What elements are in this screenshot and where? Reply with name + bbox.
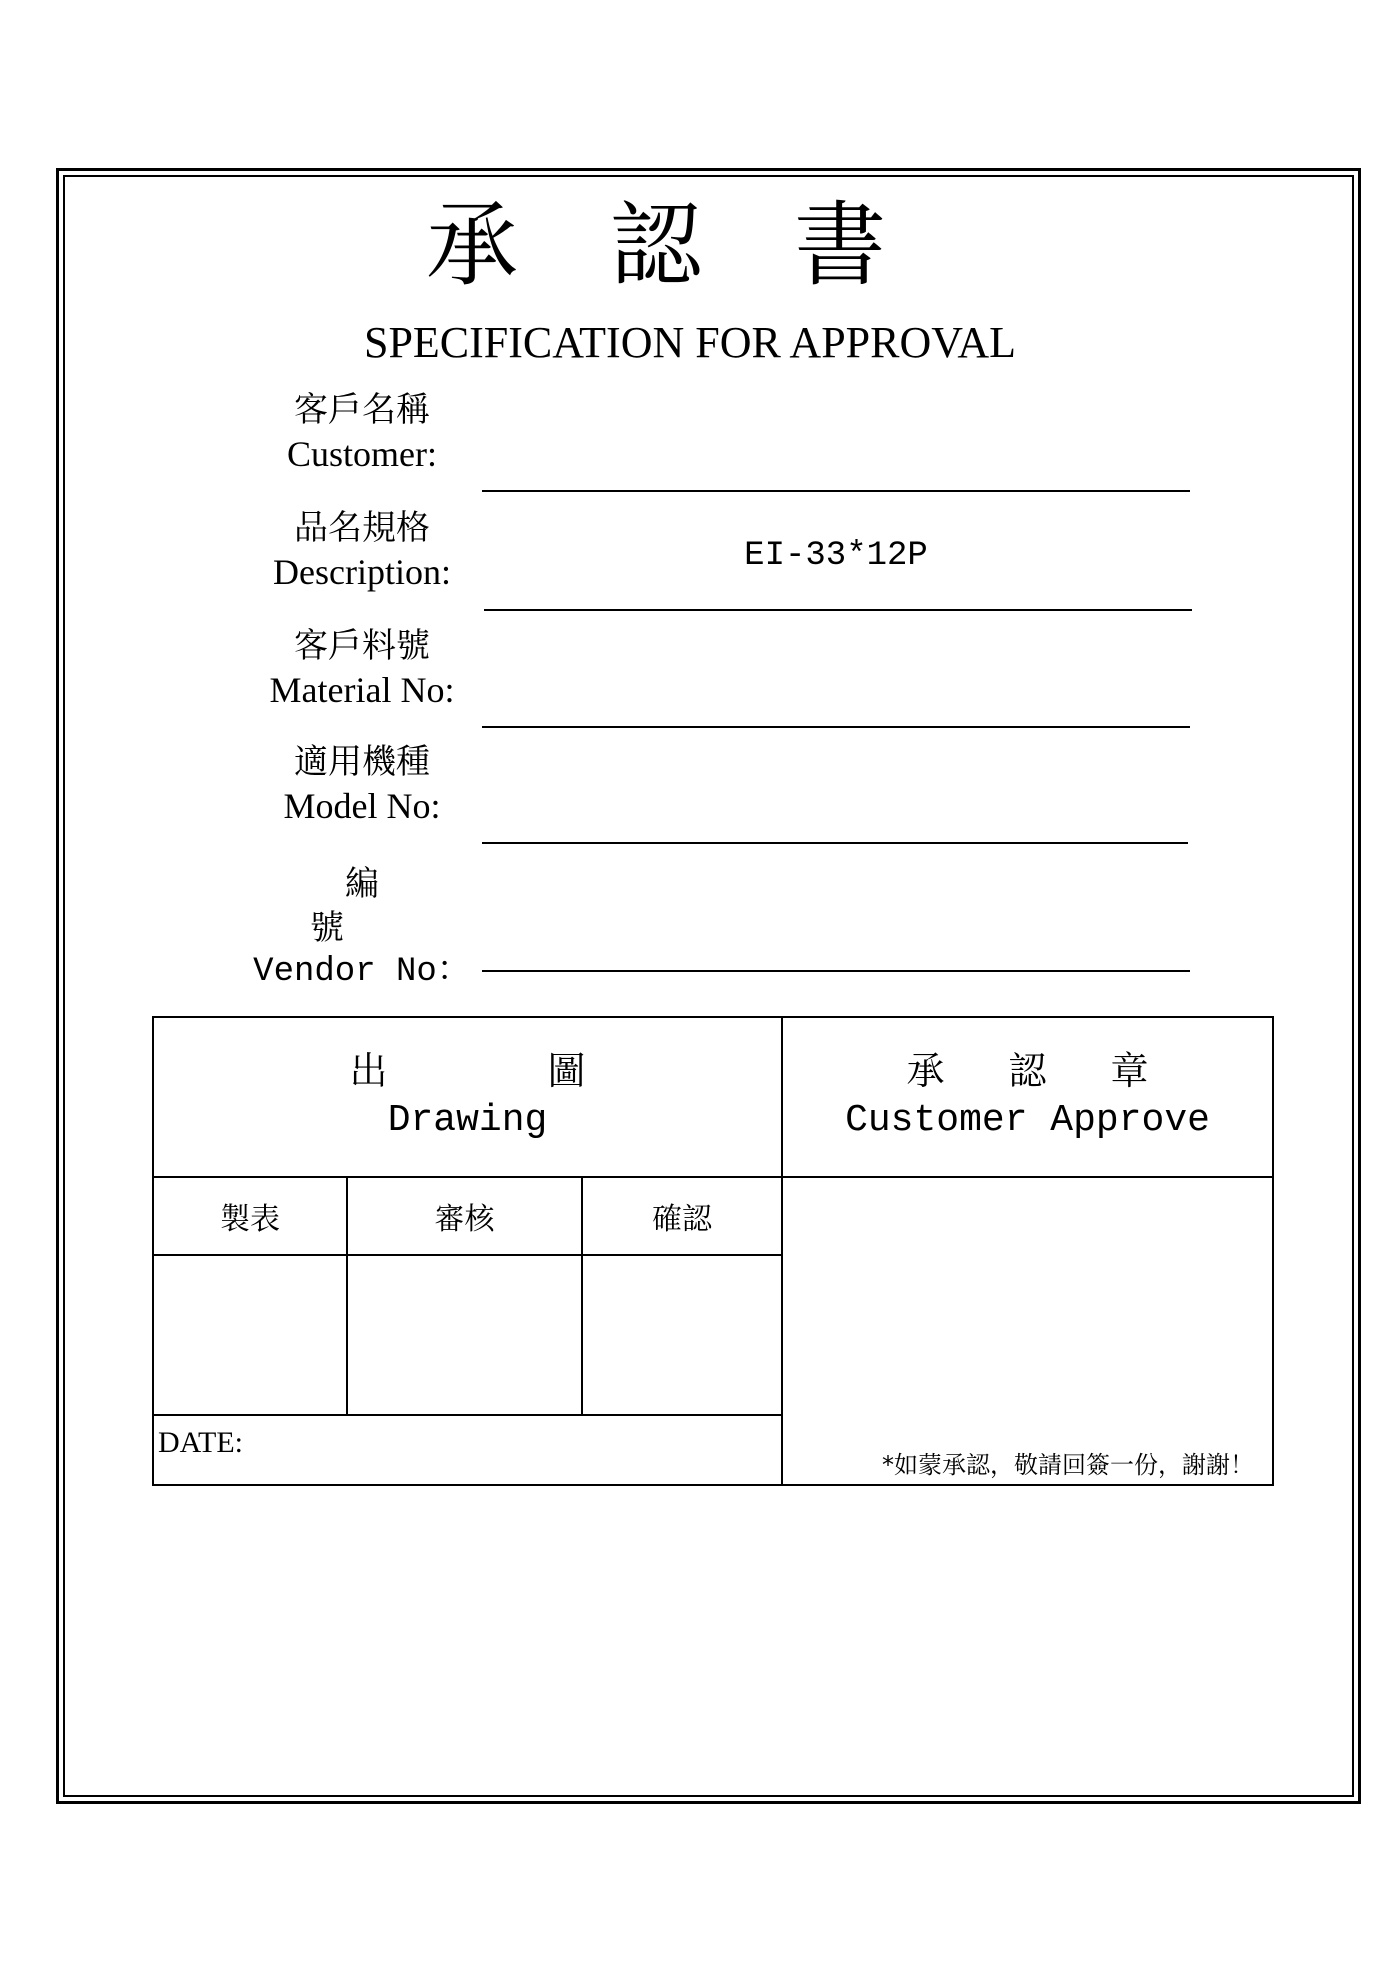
drawing-header-en: Drawing <box>387 1099 548 1142</box>
description-label-zh: 品名規格 <box>294 508 430 548</box>
return-signed-note: *如蒙承認，敬請回簽一份，謝謝！ <box>882 1451 1255 1479</box>
description-underline <box>484 609 1192 611</box>
confirmed-by-signature[interactable] <box>582 1255 782 1415</box>
model-no-label <box>232 740 492 828</box>
prepared-by-signature[interactable] <box>153 1255 347 1415</box>
description-label <box>232 506 492 594</box>
material-no-label-en: Material No: <box>269 670 455 710</box>
description-value[interactable]: EI-33*12P <box>744 537 928 575</box>
material-no-label-zh: 客戶料號 <box>294 626 430 666</box>
approval-table <box>152 1016 1274 1486</box>
document-title-english: SPECIFICATION FOR APPROVAL <box>363 318 1017 367</box>
material-no-underline <box>482 726 1190 728</box>
date-cell[interactable] <box>153 1415 782 1485</box>
drawing-header-cell <box>153 1017 782 1177</box>
customer-label-en: Customer: <box>287 434 437 474</box>
confirmed-by-label: 確認 <box>582 1177 782 1255</box>
model-no-underline <box>482 842 1188 844</box>
model-no-label-en: Model No: <box>283 786 441 826</box>
customer-label-zh: 客戶名稱 <box>294 390 430 430</box>
vendor-no-label-en: Vendor No： <box>253 953 471 991</box>
vendor-no-label <box>232 862 492 994</box>
customer-stamp-area[interactable] <box>782 1177 1273 1485</box>
description-label-en: Description: <box>273 552 451 592</box>
date-label: DATE: <box>158 1426 243 1459</box>
customer-approve-header-cell <box>782 1017 1273 1177</box>
prepared-by-label: 製表 <box>153 1177 347 1255</box>
customer-approve-header-zh: 承認章 <box>906 1049 1213 1093</box>
material-no-label <box>232 624 492 712</box>
drawing-header-zh: 出圖 <box>349 1049 746 1093</box>
model-no-label-zh: 適用機種 <box>294 742 430 782</box>
document-title-chinese: 承認書 <box>425 192 978 299</box>
customer-label <box>232 388 492 476</box>
vendor-no-label-zh: 編號 <box>310 864 449 948</box>
reviewed-by-label: 審核 <box>347 1177 582 1255</box>
reviewed-by-signature[interactable] <box>347 1255 582 1415</box>
customer-underline <box>482 490 1190 492</box>
vendor-no-underline <box>482 970 1190 972</box>
customer-approve-header-en: Customer Approve <box>845 1099 1210 1142</box>
